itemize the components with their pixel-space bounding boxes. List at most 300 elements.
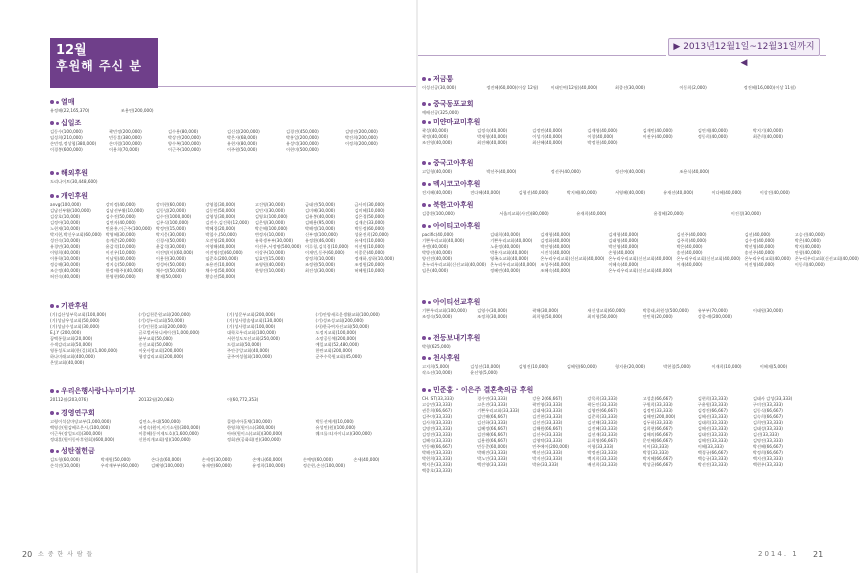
page-title-month: 12월 <box>56 43 87 58</box>
donor-entry: 강미현(60,000) <box>155 202 186 207</box>
section-title: 민준홍 · 이은주 결혼축의금 후원 <box>433 386 534 394</box>
donor-entry: 손예나(60,000) <box>252 457 283 462</box>
section-heading <box>50 97 400 107</box>
donor-entry: 곽성(40,000) <box>422 128 449 133</box>
donor-entry: 김신섭(200,000) <box>227 129 260 134</box>
donor-entry: 조영원(40,000) <box>254 262 285 267</box>
donor-entry: 조순정(40,000) <box>50 268 81 273</box>
donor-entry: 김해원(66,667) <box>532 426 563 431</box>
right-section <box>422 333 804 349</box>
section-title: 북한고아후원 <box>433 201 474 209</box>
page-number-right: 21 <box>813 550 824 559</box>
donor-entry: 형지윤(20,000) <box>615 364 646 369</box>
donor-entry: 박선혜(66,667) <box>752 444 783 449</box>
donor-entry: 주안중앙교회(40,000) <box>227 348 270 353</box>
donor-entry: 정재하,장하(10,000) <box>354 256 394 261</box>
donor-entry: 손석진(10,000) <box>50 463 81 468</box>
right-section <box>422 200 804 218</box>
donor-entry: 이다혜(40,000) <box>711 190 742 195</box>
section-heading <box>422 333 804 343</box>
donor-entry: 최진성(30,000) <box>305 268 336 273</box>
donor-entry: 곽민정(200,000) <box>109 129 142 134</box>
donor-entry: 김숙희(66,667) <box>752 414 783 419</box>
donor-entry: 김정숙(40,000) <box>477 128 508 133</box>
bullet-icon <box>422 300 426 304</box>
donor-entry: 이(60,772,353) <box>227 397 259 402</box>
donor-entry: 최준희(40,000) <box>752 134 783 139</box>
bullet-icon <box>422 120 426 124</box>
section-title: 미얀마교미후원 <box>433 118 481 126</box>
donor-entry: 정성아(50,000) <box>155 262 186 267</box>
right-section <box>422 117 804 153</box>
donor-entry: 박현희(33,333) <box>422 456 453 461</box>
bullet-icon <box>422 102 426 106</box>
donor-entry: 김연재(40,000) <box>697 128 728 133</box>
donor-entry: 고성훈(66,667) <box>642 396 673 401</box>
donor-entry: 이진영(40,000) <box>744 262 775 267</box>
header-rule-left <box>418 55 666 56</box>
donor-entry: 유현자(80,000) <box>227 141 258 146</box>
donor-entry: 박영혜(30,000) <box>105 232 136 237</box>
donor-entry: 강용 2(66,667) <box>532 396 563 401</box>
donor-entry: 손민정,정상협(380,000) <box>50 141 97 146</box>
donor-entry: 유재희(40,000) <box>576 211 607 216</box>
donor-entry: 서현성도모선교회(250,000) <box>227 336 280 341</box>
donor-entry: 정혜린(40,000) <box>490 268 521 273</box>
donor-entry: 김혜선(33,333) <box>697 414 728 419</box>
donor-entry: 이태인여(12월)(40,000) <box>550 85 598 90</box>
donor-entry: 이재(40,000) <box>676 262 703 267</box>
page-title-box <box>50 38 158 88</box>
donor-entry: 이웃사랑교회(200,000) <box>138 348 184 353</box>
section-heading <box>422 353 804 363</box>
donor-entry: 손세(40,000) <box>353 457 380 462</box>
donor-entry: 소망공동체(200,000) <box>315 336 357 341</box>
donor-entry: 신부정(100,000) <box>305 232 338 237</box>
donor-entry: 박진희(200,000) <box>345 135 378 140</box>
donor-entry: 채수정(50,000) <box>155 268 186 273</box>
donor-entry: 고건영(30,000) <box>254 202 285 207</box>
donor-entry: 김준희(33,333) <box>587 414 618 419</box>
donor-entry: 이현미(500,000) <box>286 147 319 152</box>
donor-entry: 박정연(15,000) <box>155 226 186 231</box>
donor-entry: 박지혜(40,000) <box>566 190 597 195</box>
donor-entry: 문인혜(66,667) <box>642 438 673 443</box>
donor-entry: 정동희(40,000) <box>697 134 728 139</box>
section-title: 우리은행사랑나누미기부 <box>61 387 136 395</box>
donor-entry: 송계준(20,000) <box>105 238 136 243</box>
donor-entry: 박창(33,333) <box>642 450 669 455</box>
donor-entry: 이동희(40,000) <box>794 262 825 267</box>
right-section <box>422 221 859 293</box>
donor-entry: 배선희(33,333) <box>587 462 618 467</box>
donor-entry: 장정희(10,000) <box>305 256 336 261</box>
donor-entry: 손미림(100,000) <box>109 141 142 146</box>
donor-entry: 박선영(40,000) <box>540 244 571 249</box>
donor-entry: 손예명(60,000) <box>302 457 333 462</box>
bullet-icon <box>428 204 431 207</box>
donor-entry: 최미형(50,000) <box>587 314 618 319</box>
donor-entry: 민동준(60,000) <box>477 444 508 449</box>
donor-entry: 박지웅(30,000) <box>155 232 186 237</box>
donor-list <box>50 457 400 469</box>
donor-entry: 송선주(40,000) <box>744 250 775 255</box>
donor-entry: 새신생교회(60,000) <box>587 308 626 313</box>
donor-entry: 이근주(100,000) <box>168 147 201 152</box>
donor-entry: 이혜재(5,000) <box>759 364 788 369</box>
donor-entry: 양수복(100,000) <box>168 141 201 146</box>
section-heading <box>422 297 804 307</box>
donor-entry: 김대세(33,333) <box>532 408 563 413</box>
donor-entry: 박해진(33,333) <box>477 450 508 455</box>
donor-entry: 김태희(40,000) <box>490 232 521 237</box>
donor-entry: 이홍학(10,000) <box>50 256 81 261</box>
donor-entry: 박은(40,000) <box>794 238 821 243</box>
donor-entry: 군주수목원교회(45,000) <box>315 354 362 359</box>
donor-entry: 이태원(30,000) <box>752 308 783 313</box>
donor-entry: 김동수(100,000) <box>50 129 83 134</box>
donor-entry: 정순현,손신(100,000) <box>302 463 345 468</box>
donor-entry: 안민혁(20,000) <box>642 314 673 319</box>
donor-entry: 백승규(33,333) <box>697 456 728 461</box>
section-heading <box>50 301 400 311</box>
donor-entry: 이상진(40,000) <box>759 190 790 195</box>
donor-entry: 이용천(30,000) <box>155 256 186 261</box>
donor-entry: 오진영(20,000) <box>205 238 236 243</box>
donor-entry: 군주여성협회(100,000) <box>227 354 272 359</box>
donor-list <box>422 169 804 175</box>
section-heading <box>422 74 804 84</box>
donor-entry: 이영희(40,000) <box>50 250 81 255</box>
donor-entry: 김동식(66,667) <box>752 408 783 413</box>
donor-entry: (사)한국여자선교회(50,000) <box>315 324 370 329</box>
donor-entry: 예배선공(325,000) <box>422 110 459 115</box>
donor-entry: 박지(40,000) <box>794 244 821 249</box>
left-section <box>50 408 400 442</box>
donor-entry: 금태진(50,000) <box>305 202 336 207</box>
right-page <box>418 0 859 573</box>
donor-entry: 형장감리교회(200,000) <box>138 354 184 359</box>
section-heading <box>422 158 804 168</box>
bullet-icon <box>428 225 431 228</box>
section-heading <box>50 168 400 178</box>
donor-entry: 김제형(40,000) <box>608 232 639 237</box>
section-heading <box>50 386 400 396</box>
donor-entry: 손세정(30,000) <box>201 457 232 462</box>
donor-entry: 온빛교회(40,000) <box>50 360 85 365</box>
donor-entry: 이근우(장일도리)(300,000) <box>50 431 103 436</box>
donor-entry: 고은진(33,333) <box>477 402 508 407</box>
donor-list <box>422 110 804 116</box>
donor-entry: 조정희(30,000) <box>477 314 508 319</box>
donor-entry: 정지승(50,000) <box>105 262 136 267</box>
donor-entry: 고령이석살마당교부(1,000,000) <box>50 419 111 424</box>
donor-entry: 이용희(70,000) <box>109 147 140 152</box>
donor-entry: 유정해(22,165,370) <box>50 108 90 113</box>
donor-entry: 한영현(60,000) <box>105 274 136 279</box>
donor-entry: (기)성조성교회(200,000) <box>315 318 364 323</box>
left-section <box>50 386 400 404</box>
donor-entry: 한영진(10,000) <box>254 268 285 273</box>
donor-entry: 임효민(15,000) <box>254 256 285 261</box>
donor-entry: 김형선(40,000) <box>518 190 549 195</box>
donor-entry: 백선선(33,333) <box>532 450 563 455</box>
donor-entry: 김선하(33,333) <box>477 420 508 425</box>
donor-entry: 박순해(100,000) <box>254 226 288 231</box>
donor-entry: 금사미(30,000) <box>354 202 385 207</box>
donor-entry: 변정자(10,000) <box>254 232 285 237</box>
donor-entry: 박상진(200,000) <box>168 135 201 140</box>
donor-entry: 박지혜(66,667) <box>642 456 673 461</box>
donor-entry: 김해연(200,000) <box>642 414 676 419</box>
donor-entry: 민주에이(200,000) <box>532 444 570 449</box>
donor-entry: 김남선부활(10,000) <box>105 208 144 213</box>
donor-entry: 드림교회(50,000) <box>227 342 262 347</box>
section-heading <box>422 221 804 231</box>
bullet-icon <box>50 304 54 308</box>
donor-entry: 기쁜우리교회(33,333) <box>477 408 520 413</box>
donor-entry: 박노인(33,333) <box>477 456 508 461</box>
section-title: 성탄절헌금 <box>61 447 95 455</box>
section-title: 저금통 <box>433 75 454 83</box>
donor-entry: 김명진(33,333) <box>752 438 783 443</box>
donor-entry: 유부부(70,000) <box>697 308 728 313</box>
bullet-icon <box>428 389 431 392</box>
donor-entry: 강미정(40,000) <box>105 202 136 207</box>
bullet-icon <box>422 182 426 186</box>
bullet-icon <box>422 161 426 165</box>
bullet-icon <box>56 412 59 415</box>
donor-entry: 김해선(33,333) <box>697 426 728 431</box>
section-heading <box>422 117 804 127</box>
donor-entry: 이동희(2,000) <box>679 85 707 90</box>
donor-entry: 백영순(원감베로은시,(100,000) <box>50 425 110 430</box>
donor-entry: 강영철(30,000) <box>205 202 236 207</box>
bullet-icon <box>50 194 54 198</box>
donor-entry: (기)인천물교회(200,000) <box>138 324 187 329</box>
donor-entry: 강목희(33,333) <box>587 396 618 401</box>
donor-entry: 박형(625,000) <box>422 344 451 349</box>
right-section <box>422 353 804 381</box>
donor-entry: 분부교회(50,000) <box>138 336 173 341</box>
donor-entry: 정진혜(16,000)(이상 11월) <box>743 85 796 90</box>
donor-entry: pacific(40,000) <box>422 232 454 237</box>
donor-entry: 김종환(100,000) <box>422 211 455 216</box>
donor-entry: 조용연(200,000) <box>120 108 154 113</box>
donor-entry: 김유봉(40,000) <box>305 214 336 219</box>
donor-entry: 박용자교회(40,000) <box>490 250 529 255</box>
donor-entry: 김은영(30,000) <box>254 220 285 225</box>
donor-entry: 김정진(33,333) <box>422 432 453 437</box>
right-section <box>422 297 804 329</box>
donor-entry: 김상호(10,000) <box>50 214 81 219</box>
section-heading <box>50 446 400 456</box>
donor-list <box>422 85 804 91</box>
donor-entry: 기쁜우리교회(100,000) <box>422 308 467 313</box>
donor-list <box>422 308 804 320</box>
donor-entry: 박해선(33,333) <box>422 450 453 455</box>
donor-entry: 박은(40,000) <box>676 244 703 249</box>
donor-entry: 이영해(40,000) <box>205 244 236 249</box>
donor-entry: 정선여(40,000) <box>614 169 646 174</box>
donor-entry: 성진숙(10,000) <box>50 238 81 243</box>
donor-entry: 기쁜우리교회(40,000) <box>490 238 533 243</box>
bullet-icon <box>428 162 431 165</box>
bullet-icon <box>428 78 431 81</box>
donor-entry: 민윤홍,이근주(100,000) <box>105 226 152 231</box>
right-section <box>422 99 804 113</box>
donor-entry: 이성기(40,000) <box>532 134 563 139</box>
donor-entry: 김영성(30,000) <box>205 214 236 219</box>
section-heading <box>422 200 804 210</box>
donor-list <box>50 108 400 114</box>
donor-entry: 온누리우리교회(신선교회(40,000) <box>676 256 741 261</box>
right-section <box>422 179 804 197</box>
section-heading <box>422 385 804 395</box>
donor-entry: (기)성남우성교회(50,000) <box>50 318 100 323</box>
section-heading <box>422 179 804 189</box>
donor-entry: 김은경(50,000) <box>354 214 385 219</box>
donor-entry: 김주희(40,000) <box>676 238 707 243</box>
donor-entry: 이진경(30,000) <box>730 211 761 216</box>
section-heading <box>50 408 400 418</box>
left-section <box>50 191 400 297</box>
donor-list <box>422 232 859 274</box>
donor-entry: 김우식(100,000) <box>155 220 189 225</box>
donor-list <box>50 129 400 153</box>
donor-entry: 정회관(공화회(전)(300,000) <box>227 437 281 442</box>
donor-entry: 이상주(10,000) <box>254 250 285 255</box>
donor-entry: 시진석(40,000) <box>540 250 571 255</box>
section-heading <box>422 99 804 109</box>
donor-entry: 김선(33,333) <box>752 432 779 437</box>
donor-entry: 김재형(40,000) <box>540 232 571 237</box>
donor-entry: 이진명(정)(60,000) <box>205 250 243 255</box>
donor-entry: 영통성포교회(한(길)회)(1,000,000) <box>50 348 118 353</box>
section-title: 천사후원 <box>433 354 461 362</box>
donor-entry: (기)성사랑교회(100,000) <box>227 324 276 329</box>
donor-entry: 정진혜(60,000)(이상 12월) <box>486 85 539 90</box>
donor-entry: 박제원(50,000) <box>100 457 131 462</box>
donor-entry: 박방선(40,000) <box>422 250 453 255</box>
donor-entry: 김진수,김건학(12,000) <box>205 220 249 225</box>
donor-entry: 김영진(10,000) <box>518 364 549 369</box>
bullet-icon <box>428 337 431 340</box>
donor-entry: 박선진(33,333) <box>697 462 728 467</box>
donor-entry: 김정민(40,000) <box>532 128 563 133</box>
donor-entry: 박철수,(50,000) <box>205 232 237 237</box>
donor-entry: 손형(40,000) <box>608 250 635 255</box>
donor-entry: 최종선(30,000) <box>614 85 646 90</box>
donor-entry: 김정아(10,000) <box>50 220 81 225</box>
donor-entry: 이선우(10,000) <box>105 250 136 255</box>
donor-entry: 백현우(33,333) <box>752 462 783 467</box>
section-title: 경영연구회 <box>61 409 95 417</box>
donor-entry: 이주원(50,000) <box>227 147 258 152</box>
donor-entry: (기)성누리교회(50,000) <box>138 318 184 323</box>
donor-entry: 조용진(10,000) <box>205 262 236 267</box>
donor-entry: 김영수(30,000) <box>477 308 508 313</box>
donor-entry: E.J.Y (200,000) <box>50 330 82 335</box>
donor-entry: 김사희(33,333) <box>422 420 453 425</box>
donor-entry: 백종호(33,333) <box>422 468 453 473</box>
donor-entry: 조용식(40,000) <box>679 169 710 174</box>
donor-entry: 김재영(40,000) <box>587 128 618 133</box>
donor-entry: 김재순(33,000) <box>354 220 385 225</box>
donor-list <box>50 419 400 443</box>
bullet-icon <box>422 356 426 360</box>
bullet-icon <box>56 390 59 393</box>
donor-entry: 최진혜(40,000) <box>477 140 508 145</box>
donor-entry: 전지혜(40,000) <box>422 190 453 195</box>
bullet-icon <box>50 121 54 125</box>
donor-entry: 박지선(33,333) <box>532 456 563 461</box>
donor-entry: (기)김산성부목교회(100,000) <box>50 312 107 317</box>
donor-entry: 박혜경(20,000) <box>205 226 236 231</box>
donor-entry: 양선진(40,000) <box>422 256 453 261</box>
donor-entry: 김정민(33,333) <box>642 408 673 413</box>
donor-entry: 김수진(1000,000) <box>155 214 192 219</box>
left-page <box>0 0 416 573</box>
donor-entry: 박정희(66,667) <box>752 450 783 455</box>
donor-entry: 박종태,최원성(500,000) <box>642 308 689 313</box>
donor-entry: 윤갑석(30,000) <box>155 244 186 249</box>
donor-entry: 노윤정(40,000) <box>490 244 521 249</box>
right-section <box>422 158 804 176</box>
donor-entry: 김성선(10,000) <box>470 364 501 369</box>
left-section <box>50 301 400 383</box>
donor-entry: 이혜숙(40,000) <box>608 262 639 267</box>
donor-entry: 허진숙(40,000) <box>50 274 81 279</box>
section-heading <box>50 191 400 201</box>
donor-entry: 도정지교회(100,000) <box>315 330 357 335</box>
donor-entry: 이재민,동주(60,000) <box>305 250 345 255</box>
section-title: 멕시코고아후원 <box>433 180 481 188</box>
left-section <box>50 168 400 184</box>
donor-entry: 도리나이트(30,448,600) <box>50 179 98 184</box>
donor-entry: 김남선부활(100,000) <box>50 208 91 213</box>
donor-entry: 김정화(40,000) <box>540 238 571 243</box>
donor-entry: 김미혜(30,000) <box>305 208 336 213</box>
donor-list <box>50 202 400 280</box>
donor-entry: 이권우(40,000) <box>642 134 673 139</box>
page-title: 후원해 주신 분 <box>56 59 142 74</box>
donor-entry: 서울의교회(사진)(80,000) <box>499 211 549 216</box>
donor-entry: 김진혜(66,667) <box>477 432 508 437</box>
donor-list <box>422 364 804 376</box>
donor-entry: 박선주(40,000) <box>486 169 517 174</box>
donor-entry: 박선영(40,000) <box>744 244 775 249</box>
donor-entry: 유재선(40,000) <box>663 190 694 195</box>
donor-entry: 유학생부부(30,000) <box>254 238 293 243</box>
donor-entry: 김정진(66,667) <box>697 408 728 413</box>
donor-list <box>422 190 804 196</box>
donor-entry: 민동훈(380,000) <box>109 135 142 140</box>
donor-entry: 김주미(33,333) <box>422 414 453 419</box>
donor-entry: 윤선영(5,000) <box>470 370 498 375</box>
donor-entry: 숭신교회(50,000) <box>138 342 173 347</box>
donor-entry: 김혜숙(33,333) <box>422 438 453 443</box>
donor-entry: 박선영(40,000) <box>608 244 639 249</box>
donor-entry: 이창(40,000) <box>587 134 614 139</box>
bullet-icon <box>50 411 54 415</box>
donor-entry: 김연자(40,000) <box>105 220 136 225</box>
donor-entry: 박홍일(200,000) <box>286 135 319 140</box>
donor-entry: 박정권(33,333) <box>587 450 618 455</box>
donor-list <box>50 312 400 366</box>
donor-entry: 예일교회(52,480,000) <box>315 342 359 347</box>
right-section <box>422 74 804 96</box>
